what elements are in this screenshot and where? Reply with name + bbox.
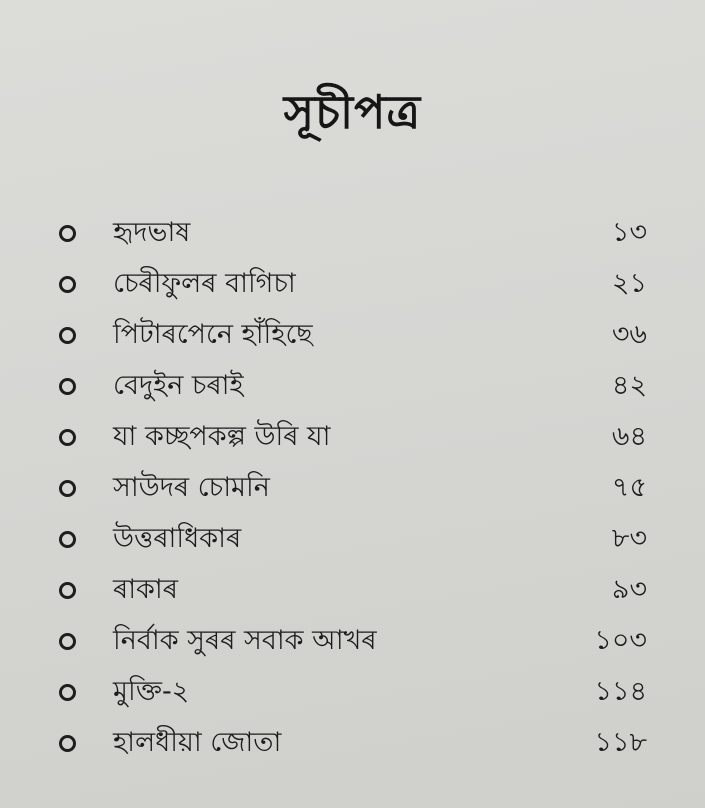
circle-bullet-icon xyxy=(59,531,76,548)
toc-entry-title: চেৰীফুলৰ বাগিচা xyxy=(113,268,296,299)
toc-entry-title: উত্তৰাধিকাৰ xyxy=(113,523,242,554)
toc-entry xyxy=(0,314,705,365)
circle-bullet-icon xyxy=(59,582,76,599)
toc-entry-page: ১১৪ xyxy=(594,676,647,707)
circle-bullet-icon xyxy=(59,378,76,395)
toc-entry xyxy=(0,263,705,314)
table-of-contents xyxy=(0,212,705,773)
toc-entry-page: ৩৬ xyxy=(611,319,647,350)
circle-bullet-icon xyxy=(59,429,76,446)
toc-entry-title: নিৰ্বাক সুৰৰ সবাক আখৰ xyxy=(113,625,377,656)
toc-entry-title: হৃদভাষ xyxy=(113,217,191,248)
toc-entry-title: বেদুইন চৰাই xyxy=(113,370,244,401)
toc-entry-title: মুক্তি-২ xyxy=(113,676,190,707)
toc-entry-title: হালধীয়া জোতা xyxy=(113,727,282,758)
circle-bullet-icon xyxy=(59,225,76,242)
toc-entry xyxy=(0,467,705,518)
toc-entry-page: ৭৫ xyxy=(611,472,647,503)
toc-entry xyxy=(0,212,705,263)
toc-entry-page: ৯৩ xyxy=(611,574,647,605)
page-title: সূচীপত্র xyxy=(283,85,422,139)
circle-bullet-icon xyxy=(59,633,76,650)
toc-entry-page: ১০৩ xyxy=(594,625,647,656)
toc-entry-title: ৰাকাৰ xyxy=(113,574,178,605)
toc-entry xyxy=(0,416,705,467)
toc-entry xyxy=(0,569,705,620)
toc-entry-title: পিটাৰপেনে হাঁহিছে xyxy=(113,319,313,350)
toc-entry-title: যা কচ্ছপকল্প উৰি যা xyxy=(113,421,331,452)
toc-entry-title: সাউদৰ চোমনি xyxy=(113,472,270,503)
circle-bullet-icon xyxy=(59,735,76,752)
toc-entry-page: ৮৩ xyxy=(611,523,647,554)
toc-entry-page: ১১৮ xyxy=(594,727,647,758)
toc-entry-page: ৬৪ xyxy=(611,421,647,452)
toc-entry xyxy=(0,722,705,773)
toc-entry xyxy=(0,518,705,569)
toc-entry-page: ৪২ xyxy=(611,370,647,401)
circle-bullet-icon xyxy=(59,480,76,497)
toc-entry xyxy=(0,671,705,722)
toc-entry xyxy=(0,620,705,671)
toc-entry-page: ২১ xyxy=(611,268,647,299)
toc-entry-page: ১৩ xyxy=(611,217,647,248)
circle-bullet-icon xyxy=(59,276,76,293)
circle-bullet-icon xyxy=(59,684,76,701)
toc-entry xyxy=(0,365,705,416)
circle-bullet-icon xyxy=(59,327,76,344)
